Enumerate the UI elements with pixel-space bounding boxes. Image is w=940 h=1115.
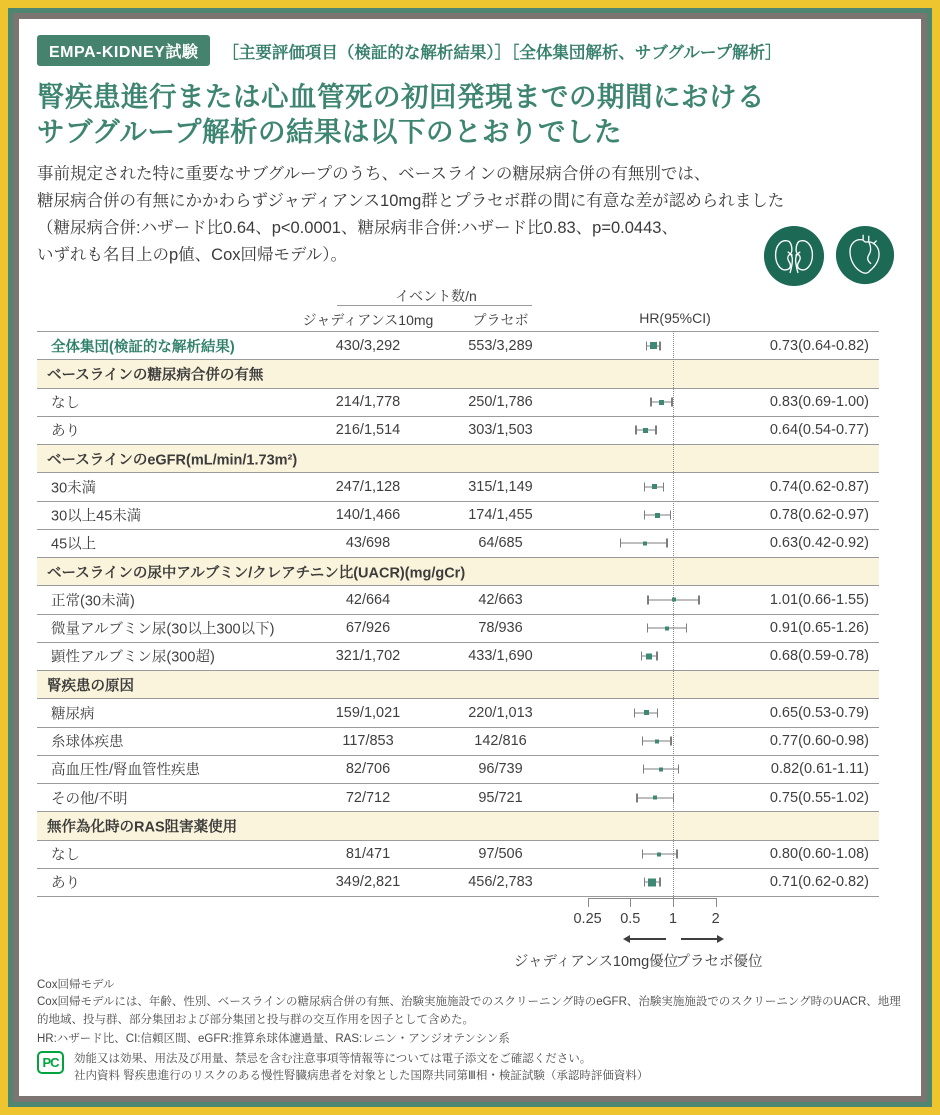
- table-row: [37, 473, 879, 501]
- hr-point-marker: [659, 767, 663, 771]
- reference-line-hr1: [673, 331, 674, 906]
- section-header-row: [37, 445, 879, 473]
- jardiance-events: 67/926: [345, 620, 391, 637]
- page-title-line2: サブグループ解析の結果は以下のとおりでした: [37, 116, 622, 147]
- placebo-events: 303/1,503: [468, 422, 533, 439]
- ci-whisker: [647, 595, 700, 604]
- ci-whisker: [650, 398, 673, 407]
- jardiance-events: 82/706: [345, 761, 391, 778]
- placebo-events: 64/685: [478, 535, 523, 552]
- table-row: [37, 332, 879, 360]
- jardiance-events: 42/664: [345, 591, 391, 608]
- ci-whisker: [644, 511, 672, 520]
- bottom-note-line2: 社内資料 腎疾患進行のリスクのある慢性腎臓病患者を対象とした国際共同第Ⅲ相・検証試験（承認時評価資料）: [74, 1070, 649, 1083]
- ci-whisker: [644, 878, 661, 887]
- col-header-jardiance: ジャディアンス10mg: [302, 312, 434, 328]
- page-title-line1: 腎疾患進行または心血管死の初回発現までの期間における: [37, 81, 765, 112]
- ci-whisker: [634, 708, 659, 717]
- col-header-placebo: プラセボ: [472, 312, 529, 328]
- hr-point-marker: [672, 598, 676, 602]
- row-label: 腎疾患の原因: [47, 678, 134, 695]
- hr-point-marker: [655, 739, 659, 743]
- intro-line: 事前規定された特に重要なサブグループのうち、ベースラインの糖尿病合併の有無別では、: [37, 165, 711, 183]
- page-frame-teal: [8, 8, 932, 1107]
- jardiance-events: 140/1,466: [335, 507, 401, 524]
- bottom-note: [37, 1051, 648, 1086]
- header-tags: ［主要評価項目（検証的な解析結果）］［全体集団解析、サブグループ解析］: [222, 43, 782, 62]
- table-row: [37, 615, 879, 643]
- forest-table: [37, 286, 879, 970]
- footnote-abbreviations: HR:ハザード比、CI:信頼区間、eGFR:推算糸球体濾過量、RAS:レニン・アンジオテンシン系: [37, 1033, 510, 1045]
- jardiance-events: 349/2,821: [335, 874, 401, 891]
- ci-whisker: [642, 737, 672, 746]
- jardiance-events: 216/1,514: [335, 422, 401, 439]
- row-label: ベースラインの糖尿病合併の有無: [47, 367, 264, 384]
- hr-ci-value: 0.73(0.64-0.82): [769, 337, 869, 354]
- events-group-underline: [337, 305, 532, 306]
- row-label: 30以上45未満: [51, 508, 142, 525]
- hr-point-marker: [646, 653, 652, 659]
- table-row: [37, 699, 879, 727]
- placebo-events: 456/2,783: [468, 874, 533, 891]
- jardiance-events: 247/1,128: [335, 478, 401, 495]
- axis-tick-label: 0.25: [573, 911, 602, 927]
- row-label: 顕性アルブミン尿(300超): [51, 649, 215, 666]
- intro-line: （糖尿病合併:ハザード比0.64、p<0.0001、糖尿病非合併:ハザード比0.83、p=0.0443、: [37, 219, 678, 237]
- page-title: [37, 79, 765, 149]
- footnote-cox-body: Cox回帰モデルには、年齢、性別、ベースラインの糖尿病合併の有無、治験実施施設でのスクリーニング時のeGFR、治験実施施設でのスクリーニング時のUACR、地理的地域、投与群、部分集団および部分集団と投与群の交互作用を因子として含めた。: [37, 996, 901, 1026]
- hr-ci-value: 1.01(0.66-1.55): [769, 591, 869, 608]
- ci-whisker: [643, 765, 680, 774]
- table-row: [37, 784, 879, 812]
- row-label: 糸球体疾患: [51, 734, 124, 751]
- ci-whisker: [635, 426, 657, 435]
- col-header-hr: HR(95%CI): [639, 310, 711, 326]
- hr-ci-value: 0.63(0.42-0.92): [769, 535, 869, 552]
- hr-point-marker: [659, 400, 664, 405]
- placebo-events: 174/1,455: [468, 507, 533, 524]
- bottom-note-line1: 効能又は効果、用法及び用量、禁忌を含む注意事項等情報等については電子添文をご確認ください。: [74, 1053, 592, 1065]
- axis-tick: [588, 898, 589, 907]
- hr-ci-value: 0.80(0.60-1.08): [769, 846, 869, 863]
- pc-icon: PC: [37, 1051, 64, 1074]
- table-row: [37, 841, 879, 869]
- placebo-events: 220/1,013: [468, 704, 533, 721]
- ci-whisker: [647, 624, 688, 633]
- hr-point-marker: [652, 484, 657, 489]
- jardiance-events: 43/698: [345, 535, 391, 552]
- section-header-row: [37, 360, 879, 388]
- intro-paragraph: [37, 161, 784, 269]
- placebo-events: 315/1,149: [468, 478, 533, 495]
- jardiance-events: 72/712: [345, 789, 391, 806]
- favors-jardiance-arrow: [625, 938, 666, 940]
- jardiance-events: 430/3,292: [335, 337, 401, 354]
- hr-axis: [37, 898, 879, 978]
- jardiance-events: 214/1,778: [335, 394, 401, 411]
- placebo-events: 433/1,690: [468, 648, 533, 665]
- row-label: 30未満: [51, 480, 97, 497]
- header-row: [37, 35, 782, 66]
- hr-ci-value: 0.91(0.65-1.26): [769, 620, 869, 637]
- table-row: [37, 728, 879, 756]
- ci-whisker: [644, 482, 665, 491]
- axis-line: [588, 898, 716, 899]
- hr-point-marker: [653, 796, 657, 800]
- organ-icons: [763, 225, 895, 287]
- hr-ci-value: 0.82(0.61-1.11): [770, 761, 869, 778]
- section-header-row: [37, 671, 879, 699]
- heart-icon: [835, 225, 895, 287]
- section-header-row: [37, 558, 879, 586]
- bottom-note-text: [74, 1051, 648, 1086]
- table-header: [37, 286, 879, 331]
- hr-ci-value: 0.74(0.62-0.87): [769, 478, 869, 495]
- hr-point-marker: [648, 878, 656, 886]
- row-label: 糖尿病: [51, 706, 95, 723]
- hr-point-marker: [643, 428, 648, 433]
- jardiance-events: 321/1,702: [335, 648, 401, 665]
- hr-ci-value: 0.83(0.69-1.00): [769, 394, 869, 411]
- footnote-cox-title: Cox回帰モデル: [37, 979, 115, 991]
- row-label: 45以上: [51, 536, 97, 553]
- trial-badge: EMPA-KIDNEY試験: [37, 35, 210, 66]
- row-label: 微量アルブミン尿(30以上300以下): [51, 621, 275, 638]
- row-label: ベースラインのeGFR(mL/min/1.73m²): [47, 452, 298, 469]
- hr-ci-value: 0.68(0.59-0.78): [769, 648, 869, 665]
- ci-whisker: [641, 652, 658, 661]
- table-row: [37, 502, 879, 530]
- table-row: [37, 643, 879, 671]
- ci-whisker: [636, 793, 674, 802]
- hr-point-marker: [665, 626, 669, 630]
- row-label: あり: [51, 875, 80, 892]
- page-frame-gray: [13, 13, 927, 1102]
- row-label: 高血圧性/腎血管性疾患: [51, 762, 201, 779]
- placebo-events: 97/506: [478, 846, 523, 863]
- placebo-events: 553/3,289: [468, 337, 533, 354]
- jardiance-events: 81/471: [345, 846, 391, 863]
- table-row: [37, 530, 879, 558]
- row-label: その他/不明: [51, 791, 128, 808]
- axis-tick-label: 1: [668, 911, 678, 927]
- section-header-row: [37, 812, 879, 840]
- axis-tick: [630, 898, 631, 907]
- row-label: 無作為化時のRAS阻害薬使用: [47, 819, 238, 836]
- hr-ci-value: 0.77(0.60-0.98): [769, 733, 869, 750]
- document-page: [19, 19, 921, 1096]
- table-rows: [37, 331, 879, 897]
- hr-point-marker: [643, 541, 647, 545]
- events-group-header: イベント数/n: [395, 288, 477, 304]
- placebo-events: 142/816: [474, 733, 527, 750]
- intro-line: 糖尿病合併の有無にかかわらずジャディアンス10mg群とプラセボ群の間に有意な差が認められました: [37, 192, 785, 210]
- hr-point-marker: [644, 710, 649, 715]
- kidney-icon: [763, 225, 825, 287]
- ci-whisker: [646, 341, 661, 350]
- placebo-events: 250/1,786: [468, 394, 533, 411]
- row-label: なし: [51, 847, 80, 864]
- axis-tick-label: 0.5: [620, 911, 641, 927]
- jardiance-events: 117/853: [342, 733, 394, 750]
- jardiance-events: 159/1,021: [335, 704, 401, 721]
- table-row: [37, 417, 879, 445]
- ci-whisker: [620, 539, 668, 548]
- placebo-events: 42/663: [478, 591, 523, 608]
- axis-tick: [716, 898, 717, 907]
- table-row: [37, 869, 879, 897]
- hr-ci-value: 0.75(0.55-1.02): [769, 789, 869, 806]
- row-label: 全体集団(検証的な解析結果): [51, 339, 235, 356]
- hr-point-marker: [655, 513, 660, 518]
- row-label: ベースラインの尿中アルブミン/クレアチニン比(UACR)(mg/gCr): [47, 565, 466, 582]
- axis-right-label: プラセボ優位: [675, 954, 763, 970]
- placebo-events: 78/936: [478, 620, 523, 637]
- hr-ci-value: 0.65(0.53-0.79): [769, 704, 869, 721]
- row-label: あり: [51, 423, 80, 440]
- hr-ci-value: 0.71(0.62-0.82): [769, 874, 869, 891]
- favors-placebo-arrow: [681, 938, 722, 940]
- placebo-events: 95/721: [478, 789, 523, 806]
- table-row: [37, 756, 879, 784]
- placebo-events: 96/739: [478, 761, 523, 778]
- axis-left-label: ジャディアンス10mg優位: [513, 954, 679, 970]
- axis-tick-label: 2: [711, 911, 720, 927]
- hr-point-marker: [657, 852, 661, 856]
- table-row: [37, 586, 879, 614]
- hr-ci-value: 0.64(0.54-0.77): [769, 422, 869, 439]
- row-label: なし: [51, 395, 80, 412]
- table-row: [37, 389, 879, 417]
- hr-ci-value: 0.78(0.62-0.97): [769, 507, 869, 524]
- ci-whisker: [642, 850, 678, 859]
- hr-point-marker: [650, 342, 657, 349]
- intro-line: いずれも名目上のp値、Cox回帰モデル）。: [37, 246, 347, 264]
- row-label: 正常(30未満): [51, 593, 135, 610]
